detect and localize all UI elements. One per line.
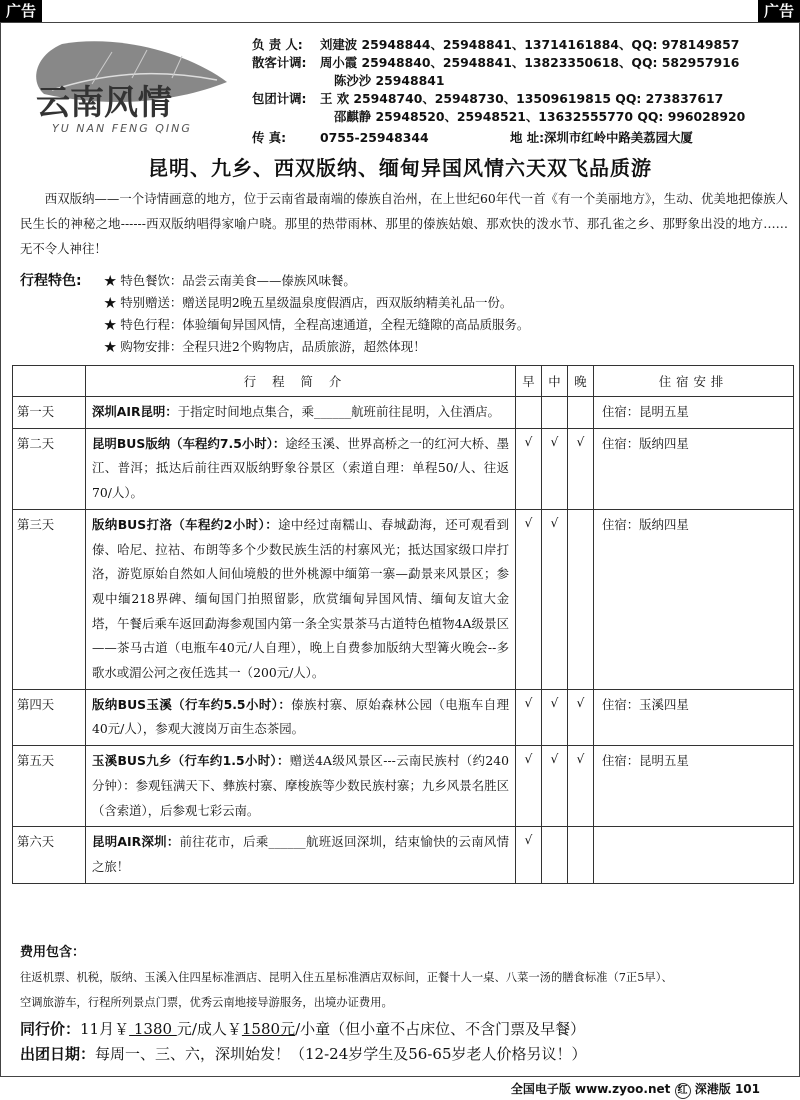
day-stay: 住宿：版纳四星: [594, 428, 794, 509]
itinerary-table: [12, 365, 794, 884]
day-text: 于指定时间地点集合，乘______航班前往昆明，入住酒店。: [177, 404, 500, 419]
day-label: 第六天: [13, 827, 86, 883]
day-label: 第四天: [13, 689, 86, 745]
day-description: [86, 827, 516, 883]
departure-text: 每周一、三、六，深圳始发！（12-24岁学生及56-65岁老人价格另议！）: [95, 1045, 587, 1063]
page-footer: [511, 1080, 760, 1099]
day-route: 昆明BUS版纳（车程约7.5小时）：: [92, 435, 286, 451]
ad-label-right: 广告: [758, 0, 800, 22]
day-text: 傣族村寨、原始森林公园（电瓶车自理40元/人），参观大渡岗万亩生态茶园。: [92, 696, 510, 737]
day-route: 昆明AIR深圳：: [92, 834, 180, 850]
header-dinner: 晚: [568, 366, 594, 397]
price-label: 同行价：: [20, 1020, 81, 1038]
day-text: 途中经过南糯山、春城勐海，还可观看到傣、哈尼、拉祜、布朗等多个少数民族生活的村寨风光；抵达国家级口岸打洛，游览原始自然如人间仙境般的世外桃源中缅第一寨—勐景来风景区；参观中缅218界碑、缅甸国门拍照留影，欣赏缅甸异国风情、缅甸友谊大金塔，午餐后乘车返回勐海参观国内第一条全实景茶马古道特色植物4A级景区——茶马古道（电瓶车40元/人自理），晚上自费参加版纳大型篝火晚会--多歌水或湄公河之夜任选其一（200元/人）。: [92, 516, 510, 681]
meal-dinner: [568, 509, 594, 689]
day-label: 第三天: [13, 509, 86, 689]
table-row: [13, 827, 794, 883]
contact-label: 包团计调:: [252, 91, 307, 106]
day-stay: 住宿：昆明五星: [594, 746, 794, 827]
day-stay: 住宿：昆明五星: [594, 397, 794, 429]
contact-value: 周小霞 25948840、25948841、13823350618、QQ: 582957916: [320, 55, 740, 70]
day-description: [86, 509, 516, 689]
ad-label-left: 广告: [0, 0, 42, 22]
fees-line: 往返机票、机税，版纳、玉溪入住四星标准酒店、昆明入住五星标准酒店双标间，正餐十人一桌、八菜一汤的膳食标准（7正5早）、: [20, 971, 673, 984]
meal-dinner: √: [568, 689, 594, 745]
table-row: [13, 689, 794, 745]
day-route: 版纳BUS打洛（车程约2小时）：: [92, 516, 279, 532]
meal-lunch: √: [542, 428, 568, 509]
contact-label: 散客计调:: [252, 55, 307, 70]
contact-value: 王 欢 25948740、25948730、13509619815 QQ: 273837617: [320, 91, 724, 106]
yunnan-logo: [22, 38, 234, 136]
fees-line: 空调旅游车，行程所列景点门票，优秀云南地接导游服务，出境办证费用。: [20, 996, 393, 1009]
logo-text: 云南风情: [36, 83, 172, 123]
meal-breakfast: √: [516, 827, 542, 883]
price-text: 11月￥: [80, 1020, 130, 1038]
price-note: /小童（但小童不占床位、不含门票及早餐）: [295, 1020, 586, 1038]
meal-dinner: √: [568, 746, 594, 827]
day-route: 玉溪BUS九乡（行车约1.5小时）：: [92, 753, 290, 769]
day-route: 深圳AIR昆明：: [92, 404, 178, 419]
day-label: 第二天: [13, 428, 86, 509]
meal-breakfast: √: [516, 428, 542, 509]
contact-value: 陈沙沙 25948841: [334, 73, 445, 88]
day-stay: 住宿：版纳四星: [594, 509, 794, 689]
feature-item: ★ 特别赠送：赠送昆明2晚五星级温泉度假酒店，西双版纳精美礼品一份。: [104, 295, 513, 310]
table-row: [13, 428, 794, 509]
address-label: 地 址:: [510, 130, 545, 145]
header-desc: 行程简介: [86, 366, 516, 397]
footer-edition: 深港版: [694, 1082, 731, 1096]
contact-label: 负 责 人:: [252, 37, 303, 52]
day-stay: 住宿：玉溪四星: [594, 689, 794, 745]
logo-pinyin: YU NAN FENG QING: [52, 122, 192, 135]
header-stay: 住宿安排: [594, 366, 794, 397]
meal-lunch: √: [542, 689, 568, 745]
meal-lunch: [542, 397, 568, 429]
address-value: 深圳市红岭中路美荔园大厦: [544, 130, 693, 145]
price-text: 元/成人￥: [176, 1020, 242, 1038]
contact-value: 刘建波 25948844、25948841、13714161884、QQ: 978149857: [320, 37, 740, 52]
header-lunch: 中: [542, 366, 568, 397]
feature-item: ★ 购物安排：全程只进2个购物店，品质旅游，超然体现！: [104, 339, 426, 354]
meal-breakfast: √: [516, 689, 542, 745]
fax-value: 0755-25948344: [320, 130, 429, 145]
contact-block: [252, 36, 797, 147]
meal-lunch: √: [542, 509, 568, 689]
day-text: 赠送4A级风景区---云南民族村（约240分钟）：参观钰满天下、彝族村寨、摩梭族等少数民族村寨；九乡风景名胜区（含索道），后参观七彩云南。: [92, 753, 509, 818]
table-row: [13, 397, 794, 429]
fax-label: 传 真:: [252, 130, 287, 145]
page-title: 昆明、九乡、西双版纳、缅甸异国风情六天双飞品质游: [148, 156, 652, 180]
meal-dinner: √: [568, 428, 594, 509]
footer-circle-badge: 红: [675, 1083, 691, 1099]
day-route: 版纳BUS玉溪（行车约5.5小时）：: [92, 696, 292, 712]
fees-block: [20, 940, 790, 1015]
day-text: 前往花市，后乘______航班返回深圳，结束愉快的云南风情之旅！: [92, 834, 509, 874]
day-stay: [594, 827, 794, 883]
day-label: 第一天: [13, 397, 86, 429]
departure-label: 出团日期：: [20, 1045, 96, 1063]
child-price: 1580元: [241, 1020, 296, 1038]
day-text: 途经玉溪、世界高桥之一的红河大桥、墨江、普洱；抵达后前往西双版纳野象谷景区（索道自理：单程50/人、往返70/人）。: [92, 435, 510, 501]
meal-breakfast: [516, 397, 542, 429]
table-row: [13, 746, 794, 827]
feature-item: ★ 特色餐饮：品尝云南美食——傣族风味餐。: [104, 273, 356, 288]
meal-breakfast: √: [516, 509, 542, 689]
meal-dinner: [568, 397, 594, 429]
intro-paragraph: 西双版纳——一个诗情画意的地方，位于云南省最南端的傣族自治州，在上世纪60年代一首《有一个美丽地方》，生动、优美地把傣族人民生长的神秘之地------西双版纳唱得家喻户晓。那里的热带雨林、那里的傣族姑娘、那欢快的泼水节、那孔雀之乡、那野象出没的地方……无不令人神往！: [20, 191, 788, 256]
page-number: 101: [734, 1082, 760, 1096]
price-block: [20, 1017, 587, 1067]
footer-site: 全国电子版 www.zyoo.net: [510, 1082, 671, 1096]
meal-breakfast: √: [516, 746, 542, 827]
meal-dinner: [568, 827, 594, 883]
table-row: [13, 509, 794, 689]
fees-heading: 费用包含：: [20, 945, 86, 960]
meal-lunch: [542, 827, 568, 883]
day-description: [86, 428, 516, 509]
contact-value: 邵麒静 25948520、25948521、13632555770 QQ: 996028920: [334, 109, 746, 124]
day-description: [86, 689, 516, 745]
features-label: 行程特色:: [20, 273, 82, 289]
features-block: [20, 270, 790, 358]
adult-price: 1380: [129, 1020, 177, 1038]
header-breakfast: 早: [516, 366, 542, 397]
day-description: [86, 397, 516, 429]
feature-item: ★ 特色行程：体验缅甸异国风情，全程高速通道，全程无缝隙的高品质服务。: [104, 317, 530, 332]
day-label: 第五天: [13, 746, 86, 827]
header-day: [13, 366, 86, 397]
table-header-row: [13, 366, 794, 397]
meal-lunch: √: [542, 746, 568, 827]
day-description: [86, 746, 516, 827]
